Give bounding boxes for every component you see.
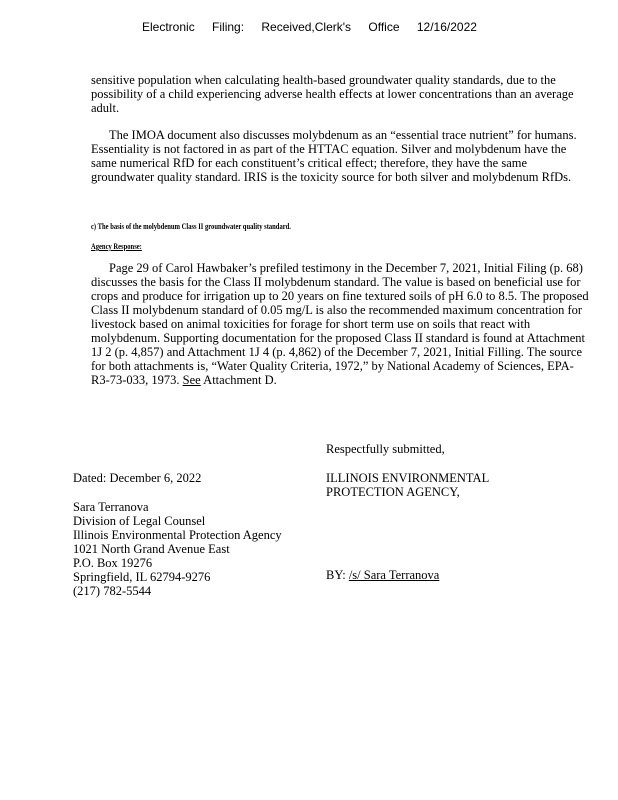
by-label: BY: bbox=[326, 568, 346, 582]
counsel-name: Sara Terranova bbox=[73, 500, 149, 514]
header-date: 12/16/2022 bbox=[416, 20, 477, 34]
counsel-phone: (217) 782-5544 bbox=[73, 584, 152, 598]
header-received: Received,Clerk's bbox=[261, 20, 352, 34]
header-filing: Filing: bbox=[212, 20, 245, 34]
signature: /s/ Sara Terranova bbox=[348, 568, 440, 582]
counsel-address-block bbox=[73, 500, 333, 598]
counsel-city: Springfield, IL 62794-9276 bbox=[73, 570, 211, 584]
paragraph-imoa: The IMOA document also discusses molybdenum as an “essential trace nutrient” for humans. Essentiality is not factored in as part of the HTTAC equation. Silver and molybdenum have the same numerical RfD for each constituent’s critical effect; therefore, they have the same groundwater quality standard. IRIS is the toxicity source for both silver and molybdenum RfDs. bbox=[91, 128, 577, 184]
header-electronic: Electronic bbox=[142, 20, 195, 34]
counsel-division: Division of Legal Counsel bbox=[73, 514, 206, 528]
section-heading: c) The basis of the molybdenum Class II groundwater quality standard. bbox=[91, 222, 291, 231]
see-link[interactable]: See bbox=[182, 373, 201, 387]
agency-response-label: Agency Response: bbox=[91, 242, 142, 251]
paragraph-agency-response bbox=[91, 261, 591, 387]
dated-line: Dated: December 6, 2022 bbox=[73, 471, 202, 485]
agency-line-2: PROTECTION AGENCY, bbox=[326, 485, 460, 499]
attachment-d: Attachment D. bbox=[203, 373, 277, 387]
counsel-pobox: P.O. Box 19276 bbox=[73, 556, 153, 570]
counsel-org: Illinois Environmental Protection Agency bbox=[73, 528, 282, 542]
respectfully-submitted: Respectfully submitted, bbox=[326, 442, 445, 456]
signature-line bbox=[326, 568, 439, 582]
filing-header bbox=[142, 20, 542, 34]
header-office: Office bbox=[368, 20, 400, 34]
agency-line-1: ILLINOIS ENVIRONMENTAL bbox=[326, 471, 490, 485]
agency-name-block bbox=[326, 471, 489, 499]
counsel-street: 1021 North Grand Avenue East bbox=[73, 542, 230, 556]
paragraph-sensitive-population: sensitive population when calculating health-based groundwater quality standards, due to the possibility of a child experiencing adverse health effects at lower concentrations than an average adult. bbox=[91, 73, 574, 115]
agency-response-text: Page 29 of Carol Hawbaker’s prefiled testimony in the December 7, 2021, Initial Filing (p. 68) discusses the basis for the Class II molybdenum standard. The value is based on beneficial use for crops and produce for irrigation up to 20 years on fine textured soils of pH 6.0 to 8.5. The proposed Class II molybdenum standard of 0.05 mg/L is also the recommended maximum concentration for livestock based on animal toxicities for forage for short term use on soils that react with molybdenum. Supporting documentation for the proposed Class II standard is found at Attachment 1J 2 (p. 4,857) and Attachment 1J 4 (p. 4,862) of the December 7, 2021, Initial Filling. The source for both attachments is, “Water Quality Criteria, 1972,” by National Academy of Sciences, EPA-R3-73-033, 1973. bbox=[91, 261, 589, 387]
